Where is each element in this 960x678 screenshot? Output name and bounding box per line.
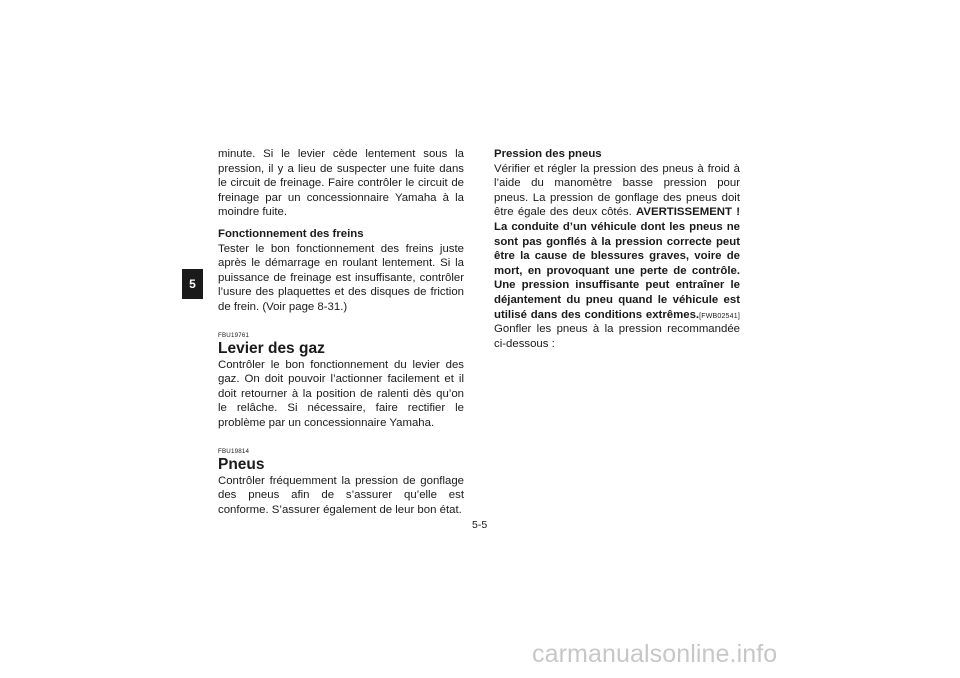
chapter-tab — [182, 269, 203, 299]
paragraph-tires: Contrôler fréquemment la pression de gonflage des pneus afin de s’assurer qu’elle est conforme. S’assurer également de leur bon état. — [218, 474, 464, 516]
chapter-tab-label: 5 — [189, 277, 196, 291]
tire-pressure-text: Vérifier et régler la pression des pneus à froid à l’aide du manomètre basse pression pour pneus. La pression de gonflage des pneus doit être égale des deux côtés. — [494, 162, 740, 219]
paragraph-tire-pressure — [494, 147, 740, 351]
paragraph-brake-function — [218, 227, 464, 315]
paragraph-throttle: Contrôler le bon fonctionnement du levier des gaz. On doit pouvoir l’actionner facilement et il doit retourner à la position de ralenti dès qu’on le relâche. Si nécessaire, faire rectifier le problème par un concessionnaire Yamaha. — [218, 358, 464, 429]
section-code-throttle: FBU19761 — [218, 331, 250, 339]
page-number: 5-5 — [472, 519, 488, 531]
warning-text: AVERTISSEMENT ! La conduite d’un véhicule dont les pneus ne sont pas gonflés à la pression correcte peut être la cause de blessures graves, voire de mort, en provoquant une perte de contrôle. Une pression insuffisante peut entraîner le déjantement du pneu quand le véhicule est utilisé dans des conditions extrêmes. — [494, 206, 740, 321]
paragraph-brake-lever: minute. Si le levier cède lentement sous la pression, il y a lieu de suspecter une fuite dans le circuit de freinage. Faire contrôler le circuit de freinage par un concessionnaire Yamaha à la moindre fuite. — [218, 148, 464, 219]
brake-function-text: Tester le bon fonctionnement des freins juste après le démarrage en roulant lentement. Si la puissance de freinage est insuffisante, contrôler l’usure des plaquettes et des disques de friction de frein. (Voir page 8-31.) — [218, 242, 464, 313]
watermark: carmanualsonline.info — [532, 640, 778, 668]
section-code-tires: FBU19814 — [218, 447, 250, 455]
subheading-brake-function: Fonctionnement des freins — [218, 227, 364, 240]
right-column — [494, 147, 740, 358]
warning-code: [FWB02541] — [699, 312, 740, 320]
subheading-tire-pressure: Pression des pneus — [494, 148, 602, 160]
left-column — [218, 147, 464, 524]
tire-pressure-after-text: Gonfler les pneus à la pression recommandée ci-dessous : — [494, 323, 740, 350]
section-title-throttle: Levier des gaz — [218, 339, 325, 357]
section-title-tires: Pneus — [218, 455, 265, 473]
